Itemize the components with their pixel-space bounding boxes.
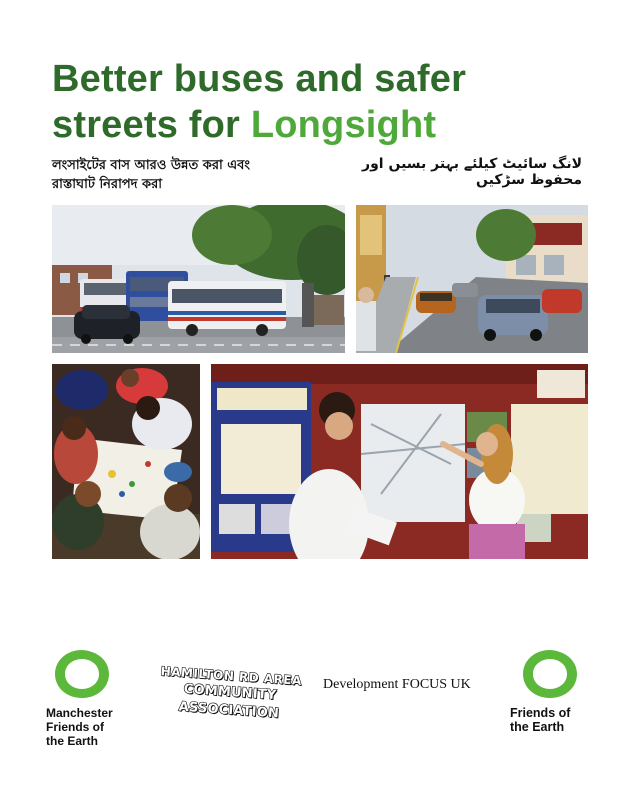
- urdu-subtitle: لانگ سائیٹ کیلئے بہتر بسیں اور محفوظ سڑکیں: [362, 156, 582, 188]
- hamilton-line-2: COMMUNITY ASSOCIATION: [178, 681, 280, 722]
- photo-map-exhibition: [211, 364, 588, 559]
- manchester-foe-line-2: Friends of: [46, 720, 105, 734]
- photo-children-workshop: [52, 364, 200, 559]
- bengali-subtitle-line-1: লংসাইটের বাস আরও উন্নত করা এবং: [52, 158, 251, 173]
- friends-of-the-earth-logo: [510, 646, 600, 734]
- foe-label: [510, 706, 600, 734]
- foe-line-1: Friends of: [510, 706, 571, 720]
- title-line-2-prefix: streets for: [52, 104, 241, 146]
- manchester-foe-label: [46, 706, 156, 748]
- development-focus-uk-label: Development FOCUS UK: [323, 677, 471, 692]
- earth-ring-icon: [50, 646, 114, 702]
- foe-line-2: the Earth: [510, 720, 565, 734]
- title-line-2-accent: Longsight: [250, 104, 437, 146]
- earth-ring-icon: [518, 646, 582, 702]
- hamilton-community-association-logo: [148, 662, 311, 725]
- manchester-foe-line-3: the Earth: [46, 734, 99, 748]
- manchester-friends-of-the-earth-logo: [46, 646, 156, 748]
- bengali-subtitle: [52, 156, 342, 194]
- photo-street-traffic: [356, 205, 588, 353]
- page-title: [52, 56, 612, 148]
- title-line-1: Better buses and safer: [52, 58, 467, 100]
- manchester-foe-line-1: Manchester: [46, 706, 113, 720]
- bengali-subtitle-line-2: রাস্তাঘাট নিরাপদ করা: [52, 177, 163, 192]
- hamilton-line-1: HAMILTON RD AREA: [160, 664, 303, 688]
- photo-buses-on-road: [52, 205, 345, 353]
